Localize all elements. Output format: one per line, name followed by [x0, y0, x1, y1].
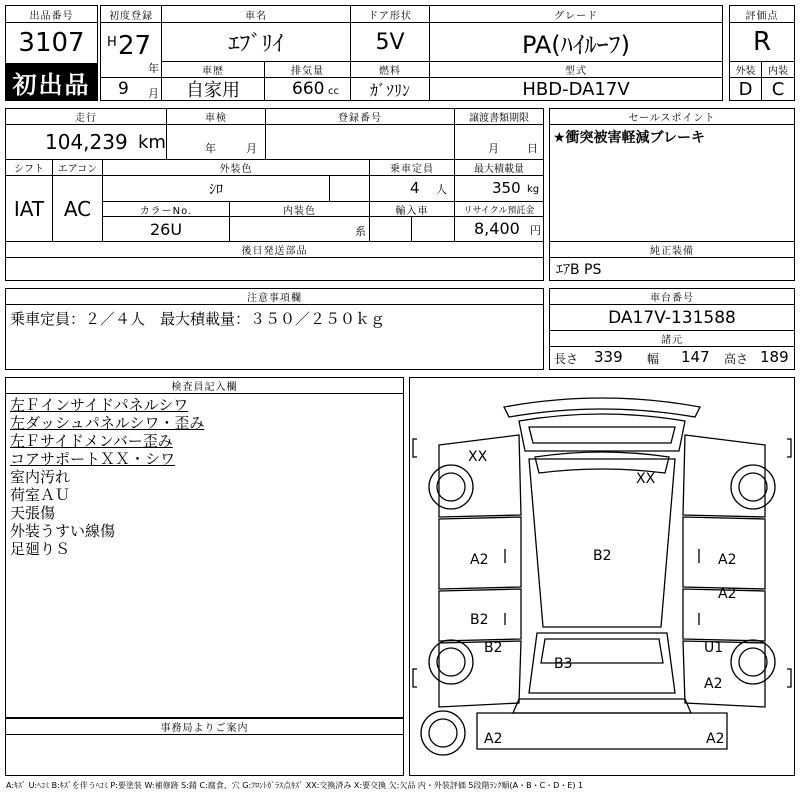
height: 189 [760, 348, 789, 366]
era-prefix: H [107, 35, 117, 50]
left-rear-quarter-outline [439, 641, 521, 707]
inspector-label: 検査員記入欄 [5, 377, 404, 394]
door-label: ドア形状 [350, 5, 430, 23]
door-type: 5V [350, 22, 430, 62]
length: 339 [594, 348, 623, 366]
exterior-label: 外装 [729, 61, 762, 78]
lot-no-label: 出品番号 [5, 5, 98, 23]
length-label: 長さ [554, 352, 579, 366]
import-label: 輸入車 [369, 201, 455, 217]
left-rear-wheel-inner [437, 648, 465, 676]
ext-color: ｼﾛ [102, 175, 330, 202]
inspection-label: 車検 [166, 108, 266, 125]
left-rear-bracket [413, 669, 417, 687]
ac: AC [52, 175, 103, 242]
sales-point-label: セールスポイント [549, 108, 795, 125]
mark-left-rear-quarter: B2 [484, 640, 503, 656]
spare-wheel-inner [429, 719, 457, 747]
sales-point: ★衝突被害軽減ブレーキ [553, 130, 705, 146]
office-box [5, 734, 404, 776]
ac-label: エアコン [52, 159, 103, 176]
displacement-label: 排気量 [264, 61, 351, 78]
left-rear-wheel [429, 640, 473, 684]
transfer-month-unit: 月 [488, 142, 499, 155]
right-front-bracket [787, 439, 791, 457]
month-unit: 月 [148, 87, 159, 100]
height-label: 高さ [724, 352, 749, 366]
mark-left-front-door: A2 [470, 552, 489, 568]
reg-no-label: 登録番号 [265, 108, 455, 125]
fuel-label: 燃料 [350, 61, 430, 78]
inspector-lines [10, 396, 204, 558]
width-label: 幅 [647, 352, 660, 366]
history: 自家用 [161, 77, 265, 101]
later-parts-box [5, 257, 544, 281]
mark-roof: XX [636, 471, 656, 487]
mark-bottom-left: A2 [484, 731, 503, 747]
left-front-bracket [413, 439, 417, 457]
width: 147 [681, 348, 710, 366]
transfer-label: 譲渡書類期限 [454, 108, 544, 125]
specs-label: 諸元 [549, 330, 795, 347]
mark-rear-hatch: B3 [554, 656, 573, 672]
inspector-line: 荷室ＡＵ [10, 486, 71, 504]
spare-wheel [421, 711, 465, 755]
chassis: DA17V-131588 [549, 304, 795, 331]
lot-no: 3107 [5, 22, 98, 64]
mark-right-front-door: A2 [718, 552, 737, 568]
fuel: ｶﾞｿﾘﾝ [350, 77, 430, 101]
max-load-unit: kg [527, 184, 540, 195]
left-front-wheel [429, 465, 473, 509]
mark-left-front: XX [468, 449, 488, 465]
int-color-cell [229, 216, 370, 242]
history-label: 車歴 [161, 61, 265, 78]
score-label: 評価点 [729, 5, 795, 23]
inspector-line: 足廻りＳ [10, 540, 71, 558]
specs-row [549, 346, 795, 370]
transfer-day-unit: 日 [527, 142, 538, 155]
first-reg-year: 27 [118, 31, 152, 61]
right-rear-bracket [787, 669, 791, 687]
capacity-unit: 人 [436, 183, 447, 196]
int-color-unit: 系 [355, 225, 366, 238]
first-listing-badge: 初出品 [5, 63, 98, 101]
inspector-line: コアサポートＸＸ・シワ [10, 450, 176, 468]
right-front-fender-outline [683, 435, 765, 517]
footer-legend: A:ｷｽﾞ U:ﾍｺﾐ B:ｷｽﾞを伴うﾍｺﾐ P:要塗装 W:補修跡 S:錆 C:腐食、穴 G:ﾌﾛﾝﾄｶﾞﾗｽ点ｷｽﾞ XX:交換済み X:要交換 欠:欠品 内・外装評価 5段階ﾗﾝｸ順(A・B・C・D・E) 1 [6, 781, 584, 790]
inspector-line: 左ダッシュパネルシワ・歪み [10, 414, 205, 432]
import-cell-b [411, 216, 455, 242]
mark-body-center: B2 [593, 548, 612, 564]
inspector-line: 室内汚れ [10, 468, 71, 486]
inspector-line: 外装うすい線傷 [10, 522, 116, 540]
score: R [729, 22, 795, 62]
right-rear-wheel-inner [739, 648, 767, 676]
reg-no-cell [265, 124, 455, 160]
front-grille-outline [529, 427, 675, 443]
genuine: ｴｱB PS [549, 257, 795, 281]
left-front-fender-outline [439, 435, 521, 517]
grade-label: グレード [429, 5, 723, 23]
color-no: 26U [102, 216, 230, 242]
rear-bumper-outline [513, 699, 691, 713]
model-label: 型式 [429, 61, 723, 78]
right-rear-wheel [731, 640, 775, 684]
max-load-label: 最大積載量 [454, 159, 544, 176]
first-reg-month: 9 [118, 79, 129, 99]
int-color-label: 内装色 [229, 201, 370, 217]
right-rear-quarter-outline [683, 641, 765, 707]
car-name-label: 車名 [161, 5, 351, 23]
recycle-label: リサイクル預託金 [454, 201, 544, 217]
shift: IAT [5, 175, 53, 242]
color-no-label: カラーNo. [102, 201, 230, 217]
capacity-label: 乗車定員 [369, 159, 455, 176]
later-parts-label: 後日発送部品 [5, 241, 544, 258]
mileage-unit: km [138, 132, 166, 153]
grade: PA(ﾊｲﾙｰﾌ) [429, 22, 723, 62]
chassis-label: 車台番号 [549, 288, 795, 305]
max-load: 350 [492, 179, 521, 197]
mark-left-rear-door: B2 [470, 612, 489, 628]
mileage: 104,239 [45, 130, 128, 154]
first-reg-label: 初度登録 [100, 5, 162, 23]
genuine-label: 純正装備 [549, 241, 795, 258]
recycle: 8,400 [474, 219, 520, 238]
car-name: ｴﾌﾞﾘｲ [161, 22, 351, 62]
interior-grade: C [761, 77, 795, 101]
model: HBD-DA17V [429, 77, 723, 101]
inspector-line: 天張傷 [10, 504, 56, 522]
year-unit: 年 [148, 62, 159, 75]
left-front-wheel-inner [437, 473, 465, 501]
mark-bottom-right: A2 [706, 731, 725, 747]
right-front-wheel [731, 465, 775, 509]
caution-label: 注意事項欄 [5, 288, 544, 305]
ext-color-label: 外装色 [102, 159, 370, 176]
mark-right-rear-door: A2 [718, 586, 737, 602]
displacement-unit: cc [328, 86, 339, 97]
interior-label: 内装 [761, 61, 795, 78]
mark-right-rear-quarter: U1 [704, 640, 724, 656]
mileage-label: 走行 [5, 108, 167, 125]
shift-label: シフト [5, 159, 53, 176]
car-diagram [409, 377, 795, 776]
caution-text: 乗車定員：２／４人 最大積載量：３５０／２５０ｋｇ [10, 310, 386, 328]
inspector-line: 左Ｆサイドメンバー歪み [10, 432, 173, 450]
inspection-year-unit: 年 [205, 142, 216, 155]
capacity: 4 [410, 179, 420, 197]
import-cell-a [369, 216, 412, 242]
exterior-grade: D [729, 77, 762, 101]
recycle-unit: 円 [530, 224, 541, 237]
ext-color-extra [329, 175, 370, 202]
inspector-line: 左Ｆインサイドパネルシワ [10, 396, 189, 414]
bonnet-outline [519, 414, 685, 451]
bottom-bumper-outline [477, 713, 727, 749]
right-front-wheel-inner [739, 473, 767, 501]
windshield-outline [535, 452, 669, 473]
office-label: 事務局よりご案内 [5, 718, 404, 735]
inspection-month-unit: 月 [246, 142, 257, 155]
displacement: 660 [292, 79, 325, 99]
mark-right-rear-corner: A2 [704, 676, 723, 692]
